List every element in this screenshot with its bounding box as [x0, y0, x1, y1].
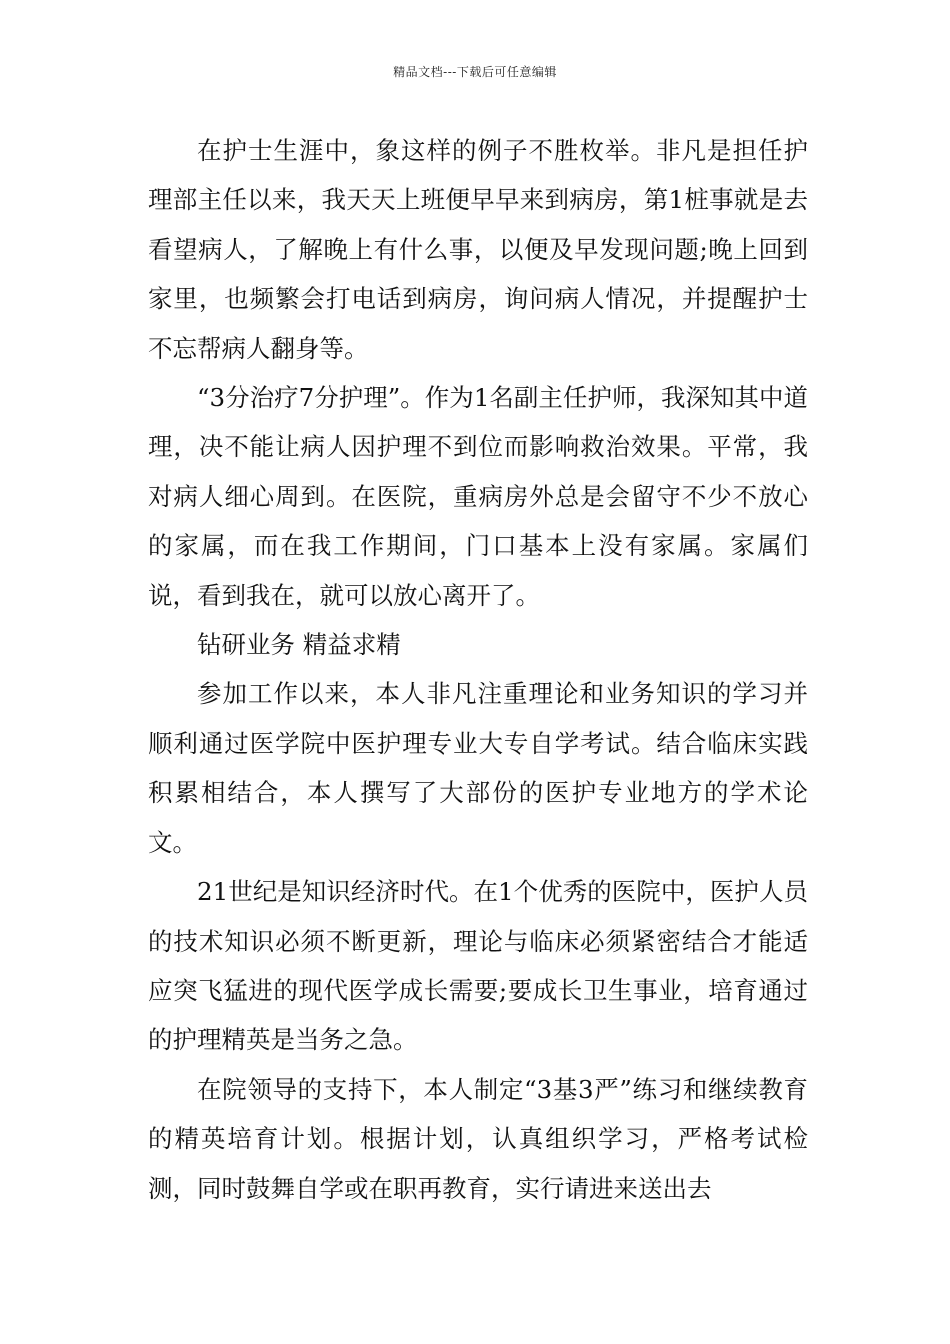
paragraph-treatment-nursing: “3分治疗7分护理”。作为1名副主任护师，我深知其中道理，决不能让病人因护理不到位而影响救治效果。平常，我对病人细心周到。在医院，重病房外总是会留守不少不放心的家属，而在我工作期间，门口基本上没有家属。家属们说，看到我在，就可以放心离开了。	[148, 383, 808, 610]
paragraph-nursing-career: 在护士生涯中，象这样的例子不胜枚举。非凡是担任护理部主任以来，我天天上班便早早来到病房，第1桩事就是去看望病人，了解晚上有什么事，以便及早发现问题;晚上回到家里，也频繁会打电话到病房，询问病人情况，并提醒护士不忘帮病人翻身等。	[148, 136, 808, 363]
page-header: 精品文档---下载后可任意编辑	[393, 65, 557, 79]
paragraph-study: 参加工作以来，本人非凡注重理论和业务知识的学习并顺利通过医学院中医护理专业大专自学考试。结合临床实践积累相结合，本人撰写了大部份的医护专业地方的学术论文。	[148, 679, 808, 857]
paragraph-training-plan: 在院领导的支持下，本人制定“3基3严”练习和继续教育的精英培育计划。根据计划，认真组织学习，严格考试检测，同时鼓舞自学或在职再教育，实行请进来送出去	[148, 1074, 808, 1203]
section-heading: 钻研业务 精益求精	[197, 630, 401, 660]
document-body	[148, 126, 808, 1213]
paragraph-knowledge-economy: 21世纪是知识经济时代。在1个优秀的医院中，医护人员的技术知识必须不断更新，理论与临床必须紧密结合才能适应突飞猛进的现代医学成长需要;要成长卫生事业，培育通过的护理精英是当务之急。	[148, 877, 808, 1055]
